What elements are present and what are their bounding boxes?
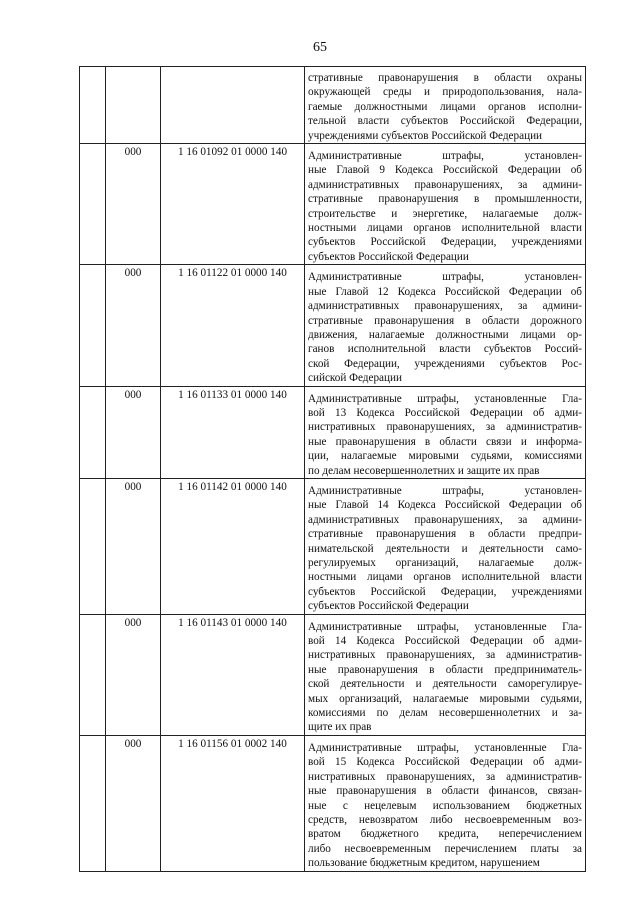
row-number-cell bbox=[80, 265, 106, 386]
description-line: вратом бюджетного кредита, неперечислением bbox=[308, 828, 582, 841]
description-line: ностными лицами органов исполнительной власти bbox=[308, 222, 582, 235]
table-row bbox=[80, 386, 586, 478]
description-line: ные Главой 9 Кодекса Российской Федерации об bbox=[308, 164, 582, 177]
description-line: субъектов Российской Федерации, учреждениями bbox=[308, 585, 582, 598]
description-line: административных правонарушениях, за админи- bbox=[308, 300, 582, 313]
row-number-cell bbox=[80, 144, 106, 265]
description-cell bbox=[305, 265, 586, 386]
description-line: либо несвоевременным перечислением платы за bbox=[308, 842, 582, 855]
income-code-cell bbox=[161, 67, 305, 144]
description-line: щите их прав bbox=[308, 721, 372, 734]
budget-income-table bbox=[79, 66, 586, 872]
description-line: сийской Федерации bbox=[308, 372, 402, 385]
description-line: Административные штрафы, установленные Гла- bbox=[308, 741, 582, 754]
description-line: ные правонарушения в области предприниматель- bbox=[308, 663, 582, 676]
admin-code-cell: 000 bbox=[106, 265, 161, 386]
admin-code-cell bbox=[106, 67, 161, 144]
page-number: 65 bbox=[313, 40, 327, 55]
row-number-cell bbox=[80, 614, 106, 735]
table-row bbox=[80, 265, 586, 386]
description-line: мых организаций, налагаемые мировыми судьями, bbox=[308, 692, 582, 705]
description-line: ные с нецелевым использованием бюджетных bbox=[308, 799, 582, 812]
admin-code-cell: 000 bbox=[106, 386, 161, 478]
description-line: нистративных правонарушениях, за административ- bbox=[308, 421, 582, 434]
description-line: вой 15 Кодекса Российской Федерации об адми- bbox=[308, 756, 582, 769]
admin-code-cell: 000 bbox=[106, 144, 161, 265]
row-number-cell bbox=[80, 386, 106, 478]
description-line: субъектов Российской Федерации bbox=[308, 250, 469, 263]
row-number-cell bbox=[80, 67, 106, 144]
income-code-cell: 1 16 01122 01 0000 140 bbox=[161, 265, 305, 386]
row-number-cell bbox=[80, 478, 106, 614]
description-line: комиссиями по делам несовершеннолетних и за- bbox=[308, 707, 582, 720]
income-code-cell: 1 16 01142 01 0000 140 bbox=[161, 478, 305, 614]
description-line: нистративных правонарушениях, за административ- bbox=[308, 770, 582, 783]
description-line: ные правонарушения в области связи и информа- bbox=[308, 435, 582, 448]
description-cell bbox=[305, 614, 586, 735]
description-line: ные Главой 14 Кодекса Российской Федерации об bbox=[308, 499, 582, 512]
table-row bbox=[80, 735, 586, 871]
income-code-cell: 1 16 01133 01 0000 140 bbox=[161, 386, 305, 478]
description-cell bbox=[305, 144, 586, 265]
description-cell bbox=[305, 478, 586, 614]
description-line: административных правонарушениях, за админи- bbox=[308, 178, 582, 191]
admin-code-cell: 000 bbox=[106, 735, 161, 871]
table-row bbox=[80, 614, 586, 735]
row-number-cell bbox=[80, 735, 106, 871]
description-line: административных правонарушениях, за админи- bbox=[308, 513, 582, 526]
description-line: ской Федерации, учреждениями субъектов Рос- bbox=[308, 357, 582, 370]
description-line: ные Главой 12 Кодекса Российской Федерации об bbox=[308, 285, 582, 298]
description-line: стративные правонарушения в промышленности, bbox=[308, 193, 582, 206]
description-line: движения, налагаемые должностными лицами ор- bbox=[308, 328, 582, 341]
description-cell bbox=[305, 386, 586, 478]
admin-code-cell: 000 bbox=[106, 478, 161, 614]
description-line: регулируемых организаций, налагаемые долж- bbox=[308, 557, 582, 569]
description-cell bbox=[305, 67, 586, 144]
income-code-cell: 1 16 01156 01 0002 140 bbox=[161, 735, 305, 871]
income-code-cell: 1 16 01143 01 0000 140 bbox=[161, 614, 305, 735]
table-row bbox=[80, 478, 586, 614]
description-line: ганов исполнительной власти субъектов Россий- bbox=[308, 343, 582, 356]
description-line: тельной власти субъектов Российской Федерации, bbox=[308, 115, 582, 128]
description-line: пользование бюджетным кредитом, нарушением bbox=[308, 857, 540, 870]
description-line: ностными лицами органов исполнительной власти bbox=[308, 571, 582, 584]
description-line: Административные штрафы, установлен- bbox=[308, 484, 582, 497]
description-line: субъектов Российской Федерации, учреждениями bbox=[308, 236, 582, 249]
description-line: строительстве и энергетике, налагаемые долж- bbox=[308, 207, 582, 220]
description-line: по делам несовершеннолетних и защите их прав bbox=[308, 464, 540, 477]
description-line: учреждениями субъектов Российской Федерации bbox=[308, 129, 543, 142]
table-row bbox=[80, 144, 586, 265]
description-line: нимательской деятельности и деятельности само- bbox=[308, 542, 582, 555]
description-line: гаемые должностными лицами органов исполни- bbox=[308, 100, 582, 113]
description-line: ные правонарушения в области финансов, связан- bbox=[308, 785, 582, 798]
table-row bbox=[80, 67, 586, 144]
description-line: средств, невозвратом либо несвоевременным воз- bbox=[308, 813, 582, 826]
description-line: вой 13 Кодекса Российской Федерации об адми- bbox=[308, 406, 582, 419]
description-line: субъектов Российской Федерации bbox=[308, 600, 469, 613]
description-line: окружающей среды и природопользования, нала- bbox=[308, 86, 582, 99]
description-line: Административные штрафы, установлен- bbox=[308, 150, 582, 163]
description-line: ской деятельности и деятельности саморегулируе- bbox=[308, 678, 582, 691]
description-line: стративные правонарушения в области предпри- bbox=[308, 528, 582, 541]
description-line: стративные правонарушения в области охраны bbox=[308, 72, 582, 84]
description-line: вой 14 Кодекса Российской Федерации об адми- bbox=[308, 635, 582, 648]
income-code-cell: 1 16 01092 01 0000 140 bbox=[161, 144, 305, 265]
description-line: Административные штрафы, установлен- bbox=[308, 271, 582, 284]
description-line: Административные штрафы, установленные Гла- bbox=[308, 620, 582, 633]
description-cell bbox=[305, 735, 586, 871]
description-line: стративные правонарушения в области дорожного bbox=[308, 314, 582, 327]
description-line: ции, налагаемые мировыми судьями, комиссиями bbox=[308, 450, 582, 463]
description-line: нистративных правонарушениях, за административ- bbox=[308, 649, 582, 662]
description-line: Административные штрафы, установленные Гла- bbox=[308, 392, 582, 405]
admin-code-cell: 000 bbox=[106, 614, 161, 735]
